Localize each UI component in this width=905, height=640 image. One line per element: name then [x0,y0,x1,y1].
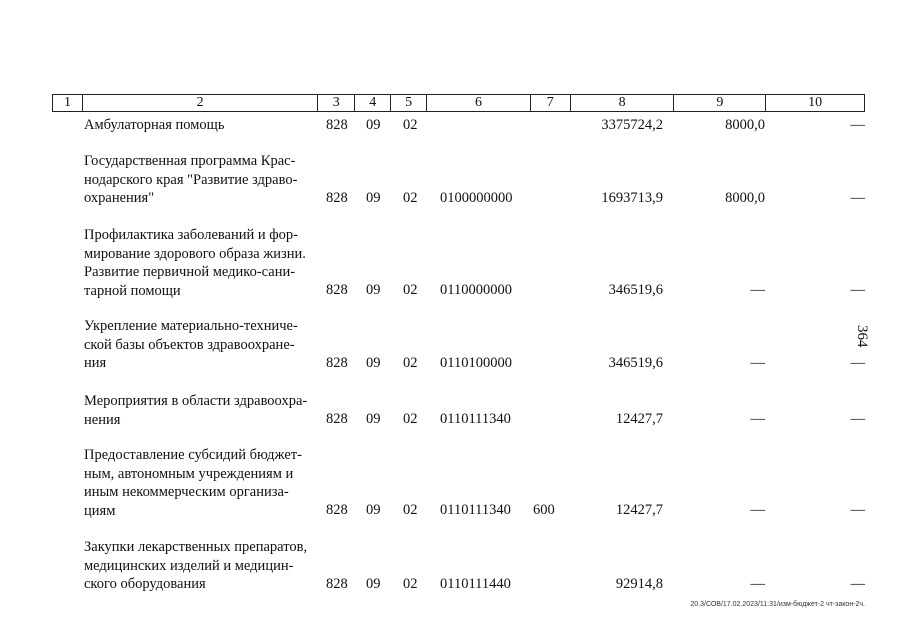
header-col-7: 7 [531,95,571,111]
cell-amount-2: — [750,355,765,371]
description-line: тарной помощи [84,282,181,299]
cell-target-article: 0110111340 [440,502,511,518]
cell-subsection: 02 [403,502,418,518]
cell-ministry-code: 828 [326,117,348,133]
cell-amount-3: — [850,576,865,592]
cell-target-article: 0110100000 [440,355,512,371]
cell-subsection: 02 [403,411,418,427]
cell-ministry-code: 828 [326,282,348,298]
row-description [84,392,318,429]
cell-amount: 92914,8 [615,576,663,592]
description-line: ской базы объектов здравоохране- [84,336,295,353]
cell-amount: 12427,7 [615,411,663,427]
cell-target-article: 0100000000 [440,190,513,206]
cell-amount-3: — [850,502,865,518]
cell-section: 09 [366,411,381,427]
description-line: охранения" [84,190,155,206]
cell-amount: 346519,6 [608,355,663,371]
description-line: Амбулаторная помощь [84,117,225,133]
cell-section: 09 [366,502,381,518]
description-line: нения [84,411,121,428]
cell-section: 09 [366,576,381,592]
cell-subsection: 02 [403,190,418,206]
header-col-10: 10 [808,95,823,110]
cell-amount-2: 8000,0 [725,190,765,206]
cell-ministry-code: 828 [326,411,348,427]
description-line: Предоставление субсидий бюджет- [84,447,302,463]
cell-amount-3: — [850,411,865,427]
header-col-8: 8 [571,95,675,111]
cell-amount-2: — [750,576,765,592]
cell-amount-2: — [750,282,765,298]
description-line: ского оборудования [84,576,206,592]
cell-ministry-code: 828 [326,190,348,206]
cell-ministry-code: 828 [326,502,348,518]
description-line: ным, автономным учреждениям и [84,465,294,482]
header-col-3: 3 [318,95,355,111]
cell-amount-3: — [850,355,865,371]
description-line: Развитие первичной медико-сани- [84,264,296,280]
cell-amount: 346519,6 [608,282,663,298]
cell-amount: 12427,7 [615,502,663,518]
cell-amount-2: — [750,411,765,427]
header-col-6: 6 [427,95,531,111]
header-col-9: 9 [674,95,766,111]
cell-subsection: 02 [403,117,418,133]
cell-subsection: 02 [403,282,418,298]
header-col-5: 5 [391,95,427,111]
cell-section: 09 [366,282,381,298]
description-line: Закупки лекарственных препаратов, [84,539,308,555]
cell-amount: 3375724,2 [601,117,663,133]
row-description [84,538,318,594]
row-description [84,116,318,135]
description-line: нодарского края "Развитие здраво- [84,171,298,188]
footer-stamp: 20.3/СОВ/17.02.2023/11:31/изм-бюджет-2 чт-закон-2ч. [690,601,865,608]
description-line: Укрепление материально-техниче- [84,318,298,334]
cell-target-article: 0110111340 [440,411,511,427]
cell-amount-3: — [850,282,865,298]
cell-subsection: 02 [403,355,418,371]
row-description [84,317,318,373]
row-description [84,446,318,520]
row-description [84,152,318,208]
cell-section: 09 [366,355,381,371]
cell-target-article: 0110111440 [440,576,511,592]
header-col-4: 4 [355,95,391,111]
cell-target-article: 0110000000 [440,282,512,298]
cell-amount-3: — [850,117,865,133]
cell-amount: 1693713,9 [601,190,663,206]
cell-amount-3: — [850,190,865,206]
description-line: Профилактика заболеваний и фор- [84,227,299,243]
description-line: ния [84,355,107,371]
table-header [52,94,865,112]
cell-ministry-code: 828 [326,576,348,592]
cell-section: 09 [366,117,381,133]
cell-amount-2: 8000,0 [725,117,765,133]
page-number: 364 [854,325,870,348]
cell-subsection: 02 [403,576,418,592]
header-col-2: 2 [83,95,318,111]
description-line: медицинских изделий и медицин- [84,557,294,574]
cell-expense-type: 600 [533,502,555,518]
description-line: мирование здорового образа жизни. [84,245,306,262]
header-col-1: 1 [53,95,83,111]
cell-amount-2: — [750,502,765,518]
cell-section: 09 [366,190,381,206]
description-line: Государственная программа Крас- [84,153,296,169]
description-line: Мероприятия в области здравоохра- [84,393,308,409]
description-line: иным некоммерческим организа- [84,484,289,500]
row-description [84,226,318,300]
description-line: циям [84,502,116,519]
cell-ministry-code: 828 [326,355,348,371]
